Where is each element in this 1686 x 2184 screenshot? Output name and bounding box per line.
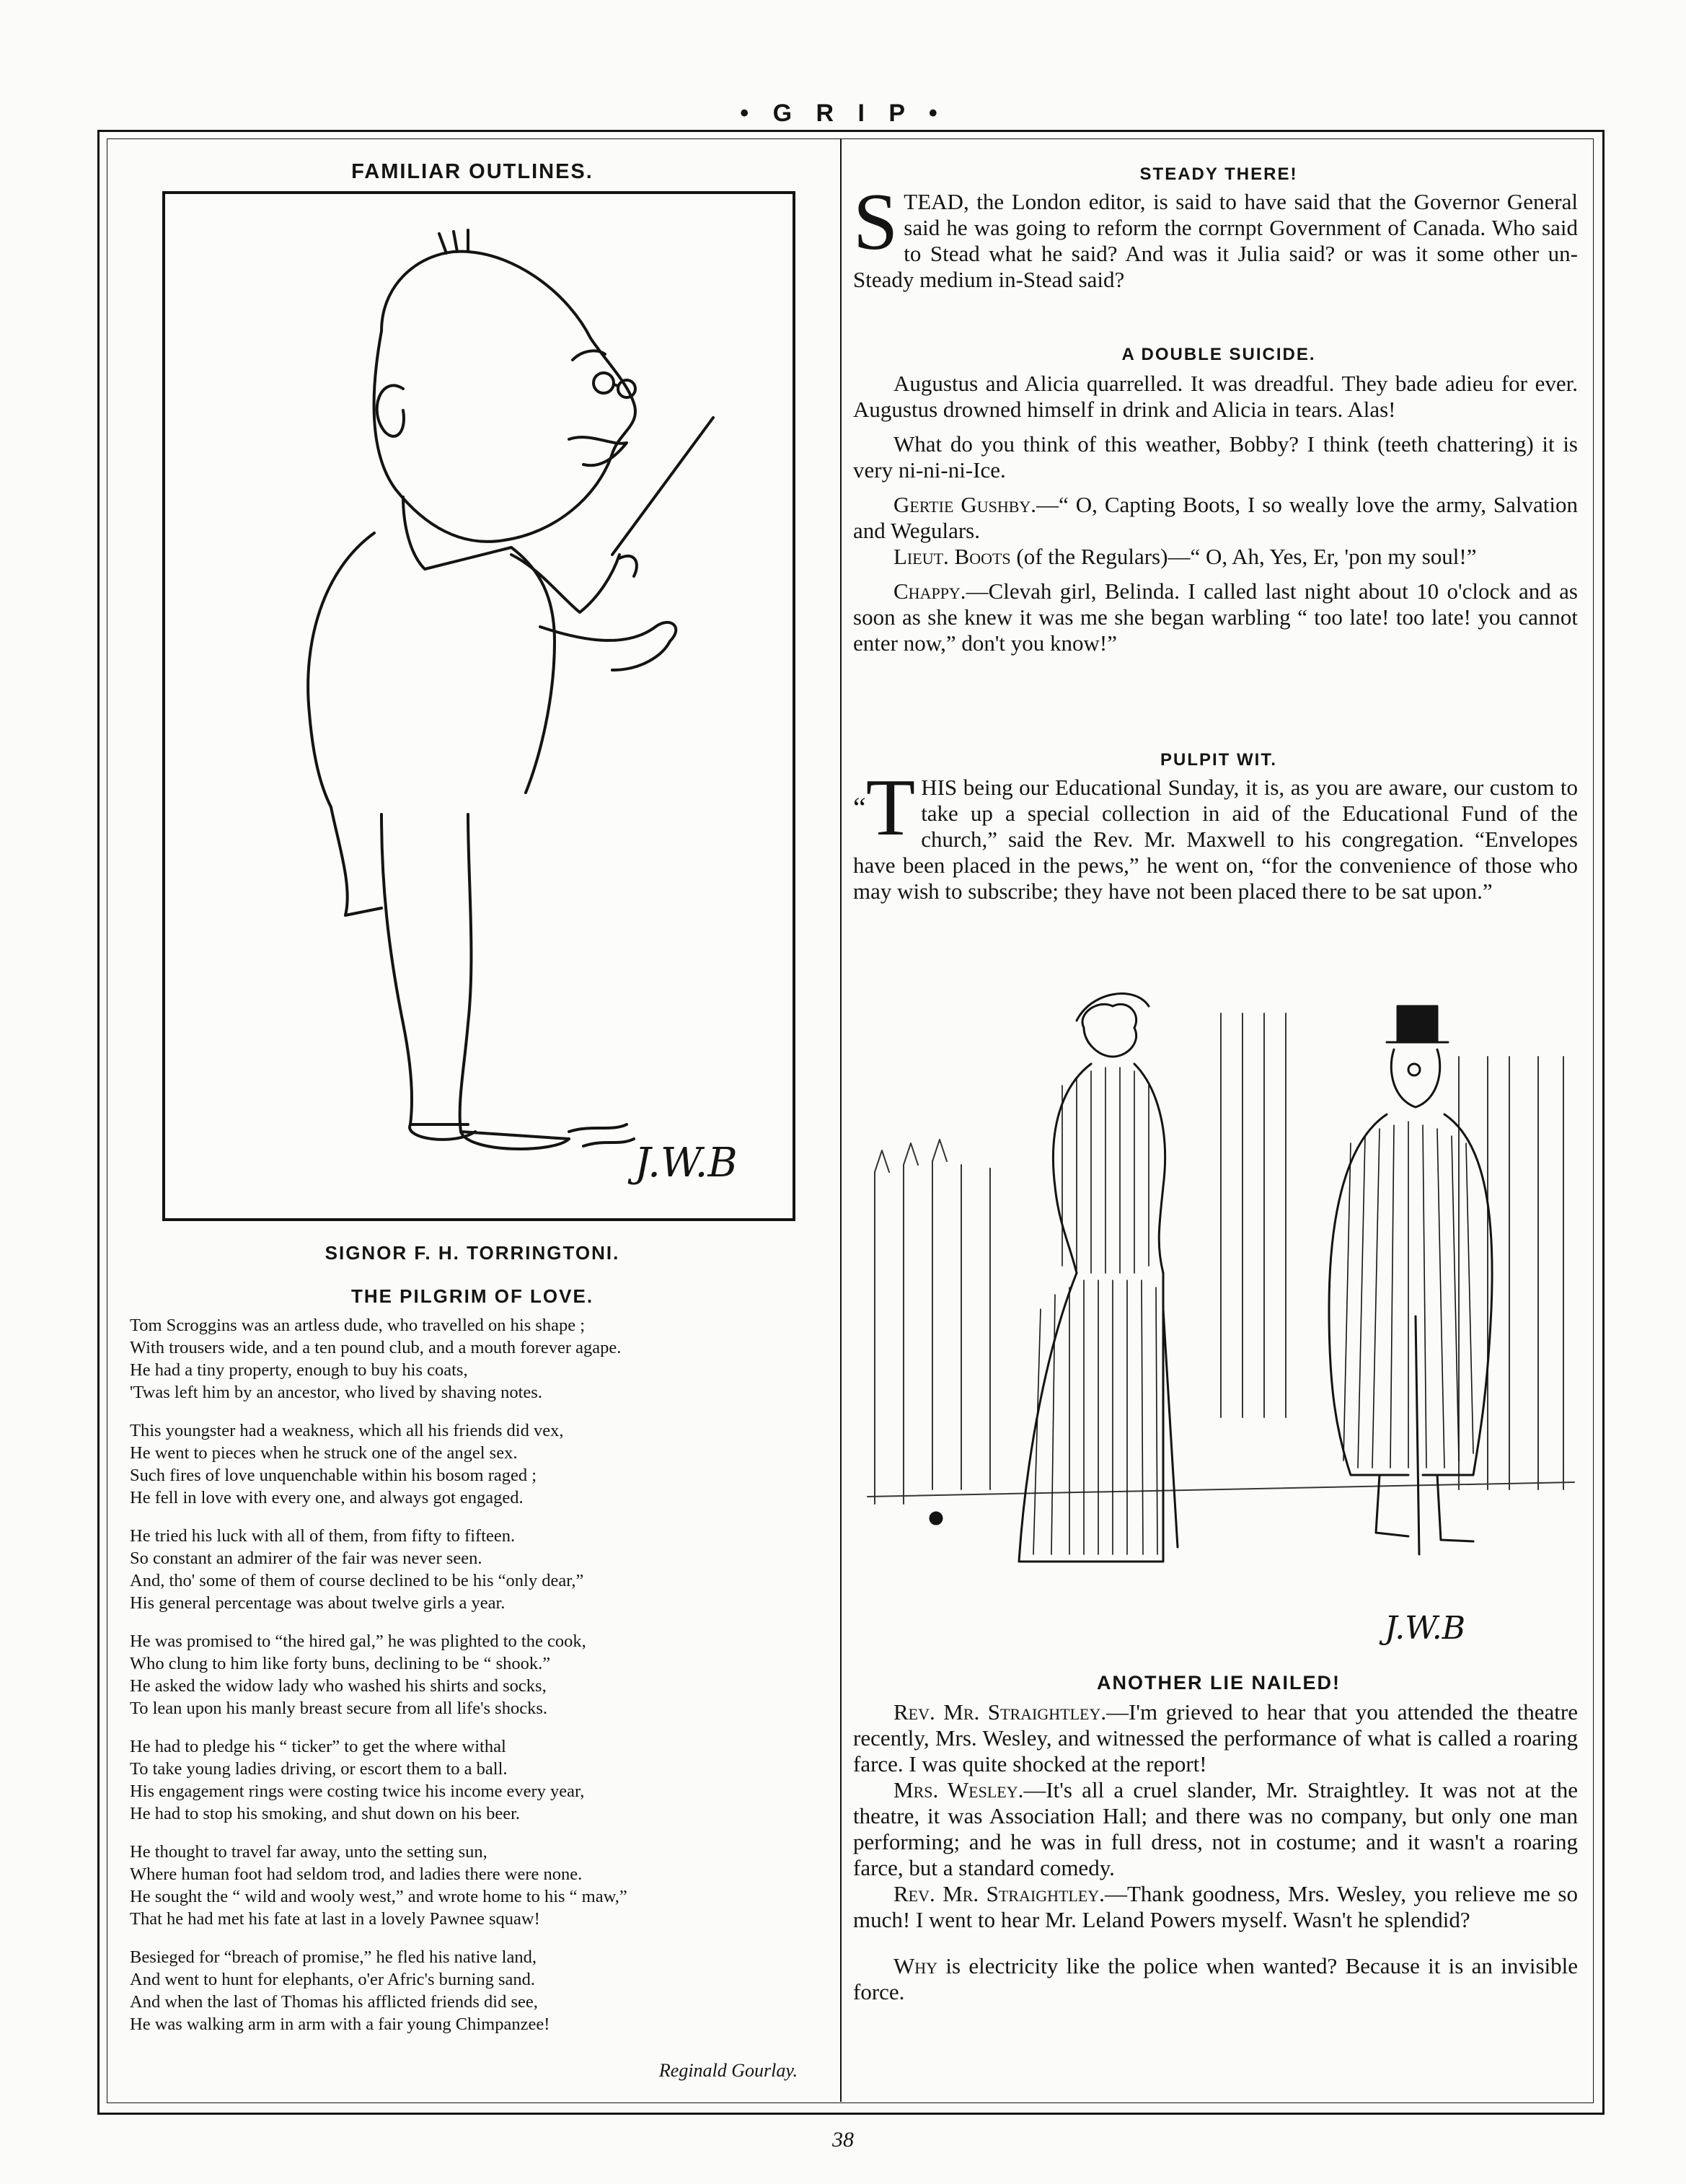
chappy-text: —Clevah girl, Belinda. I called last night about 10 o'clock and as soon as she knew it was me she began warbling “ too late! too late! you cannot enter now,” don't you know!” [853,578,1578,656]
lie-article [853,1699,1578,2014]
poem-stanza [130,1841,822,1930]
poem-stanza [130,1946,822,2035]
electricity-joke [853,1953,1578,2005]
portrait-signature: J.W.B [635,1140,738,1186]
poem-line: He had to pledge his “ ticker” to get the where withal [130,1737,506,1756]
illustration-signature: J.W.B [1385,1610,1466,1647]
steady-text: TEAD, the London editor, is said to have said that the Governor General said he was going to reform the corrnpt Government of Canada. Who said to Stead what he said? And was it Julia said? or was it some other un-Steady medium in-Stead said? [853,189,1578,292]
poem-line: So constant an admirer of the fair was never seen. [130,1549,482,1568]
poem-line: That he had met his fate at last in a lovely Pawnee squaw! [130,1909,540,1929]
lieut-speaker: Lieut. Boots [893,544,1011,569]
poem-line: To take young ladies driving, or escort them to a ball. [130,1759,508,1779]
suicide-title: A DOUBLE SUICIDE. [1121,345,1316,364]
column-articles [853,371,1578,665]
poem-line: He thought to travel far away, unto the setting sun, [130,1842,487,1862]
lie-paragraph-1 [853,1699,1578,1777]
poem-line: Besieged for “breach of promise,” he fled his native land, [130,1947,537,1967]
poem-line: His engagement rings were costing twice his income every year, [130,1782,585,1801]
lie-speaker-3: Rev. Mr. Straightley. [893,1881,1105,1906]
masthead: • G R I P • [740,100,946,127]
poem-line: He was walking arm in arm with a fair young Chimpanzee! [130,2015,550,2034]
couple-drawing [860,985,1578,1663]
poem-stanza [130,1314,822,1404]
conductor-caricature-drawing [165,194,793,1218]
poem-line: He went to pieces when he struck one of the angel sex. [130,1443,518,1463]
poem-title: THE PILGRIM OF LOVE. [350,1285,594,1307]
portrait-heading: FAMILIAR OUTLINES. [351,160,593,183]
poem-line: And went to hunt for elephants, o'er Afric's burning sand. [130,1970,536,1989]
chappy-line [853,578,1578,656]
poem-author: Reginald Gourlay. [658,2060,798,2081]
poem-line: He asked the widow lady who washed his shirts and socks, [130,1676,547,1696]
suicide-text: Augustus and Alicia quarrelled. It was dreadful. They bade adieu for ever. Augustus drowned himself in drink and Alicia in tears. Alas! [853,371,1578,422]
poem-line: And when the last of Thomas his afflicted friends did see, [130,1992,538,2012]
weather-joke: What do you think of this weather, Bobby? I think (teeth chattering) it is very ni-ni-ni-Ice. [853,431,1578,483]
page-number: 38 [832,2128,854,2152]
steady-article [853,177,1578,301]
lie-paragraph-3 [853,1881,1578,1933]
poem-line: To lean upon his manly breast secure from all life's shocks. [130,1699,547,1718]
lieut-text: (of the Regulars)—“ O, Ah, Yes, Er, 'pon my soul!” [1010,544,1477,569]
lie-text-2: —It's all a cruel slander, Mr. Straightley. It was not at the theatre, it was Association Hall; and there was no company, but only one man performing; and he was in full dress, not in costume; and it wasn't a roaring farce, but a standard comedy. [853,1777,1578,1880]
poem-stanza [130,1630,822,1720]
poem-line: He fell in love with every one, and always got engaged. [130,1488,524,1507]
gertie-line [853,492,1578,544]
lie-title: ANOTHER LIE NAILED! [1097,1672,1341,1694]
poem-line: He had to stop his smoking, and shut down on his beer. [130,1804,521,1823]
pulpit-title: PULPIT WIT. [1160,750,1277,770]
poem-stanza [130,1525,822,1614]
poem-line: Tom Scroggins was an artless dude, who travelled on his shape ; [130,1316,586,1335]
gertie-text: —“ O, Capting Boots, I so weally love the army, Salvation and Wegulars. [853,492,1578,543]
poem-line: He was promised to “the hired gal,” he was plighted to the cook, [130,1632,586,1651]
poem-line: With trousers wide, and a ten pound club, and a mouth forever agape. [130,1338,622,1357]
portrait-caricature [162,191,795,1221]
poem-line: Where human foot had seldom trod, and ladies there were none. [130,1864,583,1884]
electricity-text: is electricity like the police when wanted? Because it is an invisible force. [853,1953,1578,2004]
lie-speaker-2: Mrs. Wesley. [893,1777,1024,1802]
pulpit-open-quote: “ [853,791,866,824]
lie-speaker-1: Rev. Mr. Straightley. [893,1699,1107,1725]
poem-line: Who clung to him like forty buns, declining to be “ shook.” [130,1654,551,1673]
poem-line: His general percentage was about twelve girls a year. [130,1593,506,1613]
steady-dropcap: S [853,177,899,267]
column-divider [840,138,842,2102]
poem-line: And, tho' some of them of course declined to be his “only dear,” [130,1571,584,1590]
chappy-speaker: Chappy. [893,578,966,604]
pulpit-dropcap-letter: T [865,763,916,853]
poem-line: He tried his luck with all of them, from fifty to fifteen. [130,1526,516,1546]
portrait-caption: SIGNOR F. H. TORRINGTONI. [325,1242,620,1264]
lie-text-1: —I'm grieved to hear that you attended the theatre recently, Mrs. Wesley, and witnessed the performance of what is called a roaring farce. I was quite shocked at the report! [853,1699,1578,1776]
lie-paragraph-2 [853,1777,1578,1881]
lieut-line [853,544,1578,570]
poem-line: This youngster had a weakness, which all his friends did vex, [130,1421,564,1440]
pulpit-dropcap [853,763,916,853]
poem-body [130,1314,822,2051]
poem-line: He sought the “ wild and wooly west,” and wrote home to his “ maw,” [130,1887,627,1906]
poem-line: He had a tiny property, enough to buy his coats, [130,1360,468,1380]
poem-line: Such fires of love unquenchable within his bosom raged ; [130,1466,537,1485]
poem-stanza [130,1735,822,1825]
pulpit-text: HIS being our Educational Sunday, it is, as you are aware, our custom to take up a special collection in aid of the Educational Fund of the church,” said the Rev. Mr. Maxwell to his congregation. “Envelopes have been placed in the pews,” he went on, “for the convenience of those who may wish to subscribe; they have not been placed there to be sat upon.” [853,775,1578,904]
electricity-lead: Why [893,1953,938,1978]
couple-illustration [860,985,1578,1663]
steady-title: STEADY THERE! [1139,164,1298,184]
gertie-speaker: Gertie Gushby. [893,492,1037,517]
pulpit-article [853,763,1578,913]
lie-text-3: —Thank goodness, Mrs. Wesley, you relieve me so much! I went to hear Mr. Leland Powers myself. Wasn't he splendid? [853,1881,1578,1932]
poem-stanza [130,1419,822,1509]
poem-line: 'Twas left him by an ancestor, who lived by shaving notes. [130,1383,542,1402]
